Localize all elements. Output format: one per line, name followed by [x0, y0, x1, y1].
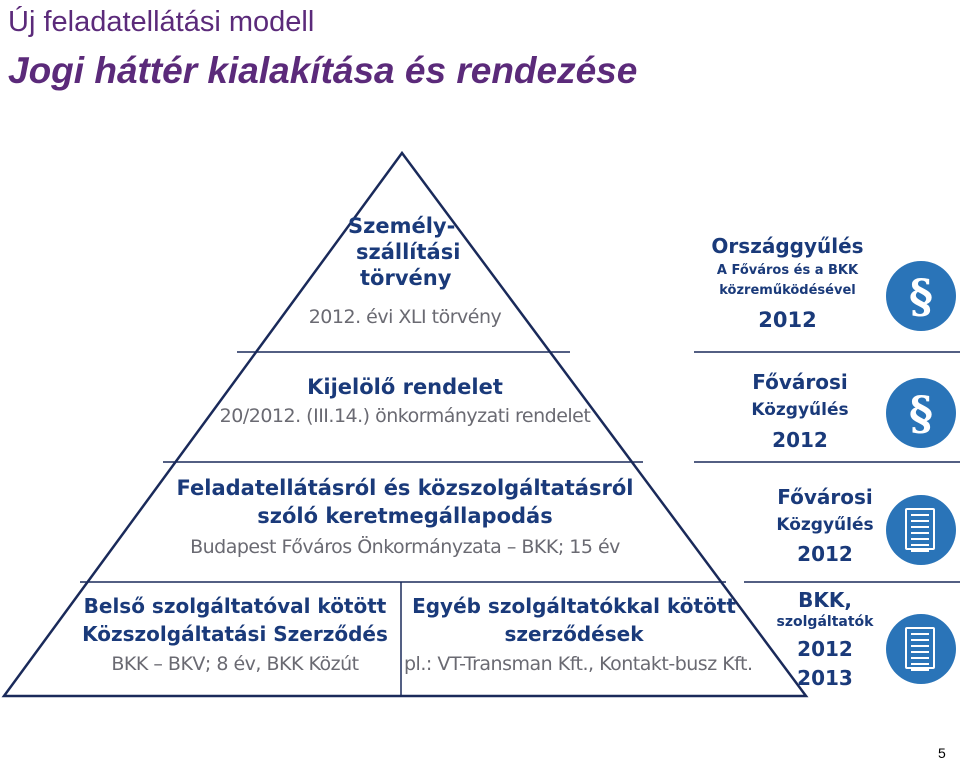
level3-line1: Feladatellátásról és közszolgáltatásról — [176, 476, 634, 500]
level4-left-line1: Belső szolgáltatóval kötött — [83, 594, 387, 618]
side3-year: 2012 — [797, 542, 853, 566]
level2-reference: 20/2012. (III.14.) önkormányzati rendelet — [219, 405, 591, 427]
page-title: Új feladatellátási modell — [8, 6, 315, 38]
level1-line2: szállítási — [356, 240, 461, 264]
level4-right-reference: pl.: VT-Transman Kft., Kontakt-busz Kft. — [404, 653, 753, 675]
document-icon — [886, 495, 956, 565]
paragraph-icon: § — [886, 261, 956, 331]
level4-left-reference: BKK – BKV; 8 év, BKK Közút — [111, 653, 359, 675]
side1-line1: Országgyűlés — [711, 234, 864, 258]
side4-line2: szolgáltatók — [776, 614, 874, 630]
side1-line2: A Főváros és a BKK — [716, 263, 859, 278]
level4-right-line1: Egyéb szolgáltatókkal kötött — [412, 594, 736, 618]
side2-line1: Fővárosi — [752, 370, 848, 394]
page-number: 5 — [938, 745, 946, 761]
paragraph-icon: § — [886, 378, 956, 448]
level1-name — [348, 213, 468, 291]
level3-reference: Budapest Főváros Önkormányzata – BKK; 15 év — [190, 536, 620, 558]
level1-line1: Személy- — [348, 214, 456, 238]
level4-left-line2: Közszolgáltatási Szerződés — [82, 622, 388, 646]
side3-line2: Közgyűlés — [776, 515, 874, 535]
page-subtitle: Jogi háttér kialakítása és rendezése — [8, 50, 638, 91]
side1-line3: közreműködésével — [719, 283, 856, 298]
level3-line2: szóló keretmegállapodás — [257, 504, 553, 528]
side1-year: 2012 — [758, 308, 817, 332]
side3-line1: Fővárosi — [777, 485, 873, 509]
side4-year: 2012 — [797, 637, 853, 661]
level2-title: Kijelölő rendelet — [307, 375, 503, 399]
document-icon — [886, 614, 956, 684]
side2-line2: Közgyűlés — [751, 400, 849, 420]
side4-line1: BKK, — [798, 588, 852, 612]
level4-right-line2: szerződések — [504, 622, 644, 646]
level1-line3: törvény — [360, 266, 452, 290]
side4-year2: 2013 — [797, 666, 853, 690]
level1-reference: 2012. évi XLI törvény — [308, 306, 502, 328]
side2-year: 2012 — [772, 428, 828, 452]
